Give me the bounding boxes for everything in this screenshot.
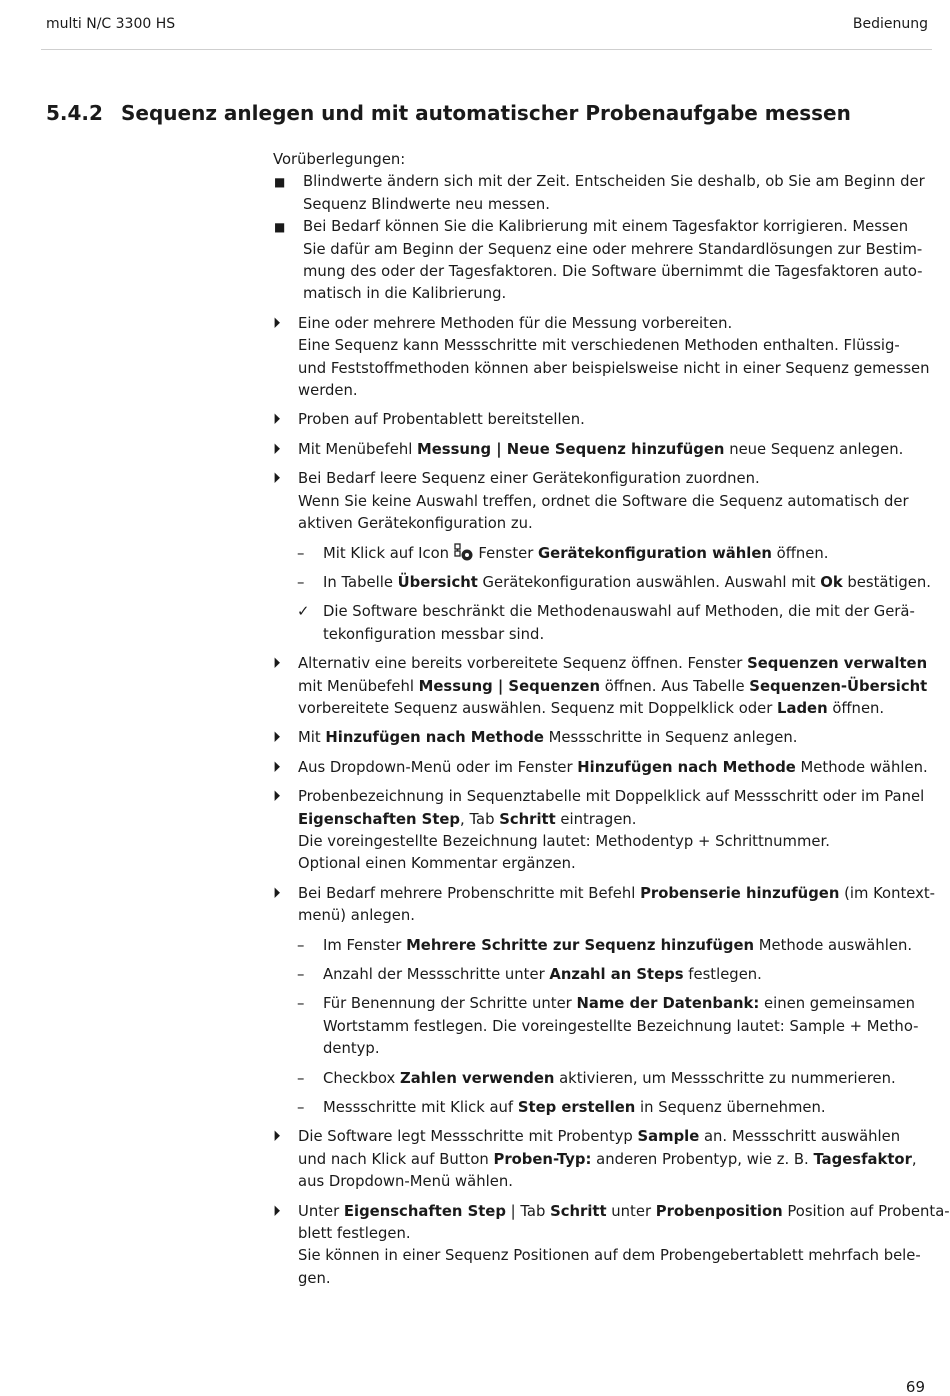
dash-bullet-icon: – — [297, 966, 305, 983]
ui-term: Übersicht — [397, 573, 478, 591]
precondition-item — [273, 171, 929, 216]
dash-bullet-icon: – — [297, 544, 305, 562]
text-run: Probenbezeichnung in Sequenztabelle mit Doppelklick auf Messschritt oder im Panel — [298, 788, 925, 806]
substep-item — [273, 601, 929, 646]
ui-term: Gerätekonfiguration wählen — [538, 544, 772, 562]
substep-item — [273, 543, 929, 565]
instruction-list — [273, 171, 950, 1290]
step-arrow-icon: ⏵ — [273, 1202, 281, 1220]
text-run: In Tabelle — [323, 573, 398, 591]
text-line — [303, 171, 929, 193]
text-line — [298, 809, 929, 831]
text-line — [303, 283, 929, 305]
text-line — [298, 313, 929, 335]
dash-bullet-icon: – — [297, 936, 305, 954]
text-run: Sie können in einer Sequenz Positionen auf dem Probengebertablett mehrfach bele- — [298, 1247, 921, 1265]
text-run: Wenn Sie keine Auswahl treffen, ordnet die Software die Sequenz automatisch der — [298, 492, 909, 510]
device-config-icon — [454, 543, 474, 561]
text-run: aktivieren, um Messschritte zu nummerieren. — [554, 1069, 896, 1087]
text-line — [298, 1126, 929, 1148]
text-run: Im Fenster — [323, 936, 407, 954]
substep-item — [273, 1097, 929, 1119]
page-number: 69 — [905, 1378, 925, 1396]
text-run: , — [911, 1150, 917, 1168]
ui-term: Mehrere Schritte zur Sequenz hinzufügen — [406, 936, 755, 954]
step-item — [273, 439, 929, 461]
text-run: und Feststoffmethoden können aber beispielsweise nicht in einer Sequenz gemessen — [298, 359, 930, 377]
text-line — [323, 543, 929, 565]
ui-term: Sample — [637, 1128, 700, 1146]
text-line — [323, 572, 929, 594]
square-bullet-icon: ■ — [274, 220, 286, 235]
text-line — [298, 727, 929, 749]
text-run: (im Kontext- — [839, 884, 936, 902]
text-line — [298, 757, 929, 779]
text-run: Fenster — [473, 544, 539, 562]
text-run: an. Messschritt auswählen — [699, 1128, 901, 1146]
ui-term: Messung | Neue Sequenz hinzufügen — [417, 440, 725, 458]
text-run: , Tab — [460, 810, 500, 828]
section-number: 5.4.2 — [46, 101, 103, 125]
text-run: | Tab — [505, 1202, 551, 1220]
ui-term: Laden — [777, 699, 828, 717]
dash-bullet-icon: – — [297, 573, 305, 591]
text-line — [298, 676, 929, 698]
text-line — [298, 409, 929, 431]
check-result-icon: ✓ — [297, 603, 310, 621]
ui-term: Anzahl an Steps — [549, 966, 684, 983]
text-line — [298, 491, 929, 513]
text-line — [298, 1171, 929, 1193]
square-bullet-icon: ■ — [274, 175, 286, 190]
ui-term: Eigenschaften Step — [298, 810, 461, 828]
text-line — [323, 1097, 929, 1119]
text-line — [303, 261, 929, 283]
text-run: bestätigen. — [842, 573, 931, 591]
substep-item — [273, 964, 929, 986]
text-run: Unter — [298, 1202, 344, 1220]
running-header-chapter: Bedienung — [852, 16, 928, 32]
step-item — [273, 883, 936, 928]
text-run: gen. — [298, 1269, 331, 1287]
text-run: vorbereitete Sequenz auswählen. Sequenz mit Doppelklick oder — [298, 699, 778, 717]
text-run: öffnen. — [827, 699, 885, 717]
text-run: Mit Klick auf Icon — [323, 544, 454, 562]
step-arrow-icon: ⏵ — [273, 788, 281, 806]
text-run: Alternativ eine bereits vorbereitete Sequenz öffnen. Fenster — [298, 655, 748, 673]
ui-term: Sequenzen-Übersicht — [749, 677, 928, 695]
ui-term: Hinzufügen nach Methode — [325, 729, 544, 747]
step-arrow-icon: ⏵ — [273, 411, 281, 429]
text-run: anderen Probentyp, wie z. B. — [591, 1150, 814, 1168]
text-line — [298, 380, 929, 402]
text-run: dentyp. — [323, 1040, 380, 1058]
text-line — [298, 831, 929, 853]
step-arrow-icon: ⏵ — [273, 314, 281, 332]
step-item — [273, 727, 929, 749]
step-arrow-icon: ⏵ — [273, 655, 281, 673]
text-run: Bei Bedarf mehrere Probenschritte mit Befehl — [298, 884, 641, 902]
text-run: Sequenz Blindwerte neu messen. — [303, 195, 550, 213]
step-arrow-icon: ⏵ — [273, 758, 281, 776]
text-line — [298, 883, 936, 905]
text-line — [298, 698, 929, 720]
ui-term: Zahlen verwenden — [399, 1069, 555, 1087]
substep-item — [273, 1068, 929, 1090]
text-line — [303, 194, 929, 216]
text-run: menü) anlegen. — [298, 907, 415, 925]
text-line — [298, 1223, 929, 1245]
text-run: Wortstamm festlegen. Die voreingestellte Bezeichnung lautet: Sample + Metho- — [323, 1017, 919, 1035]
text-run: Messschritte mit Klick auf — [323, 1099, 518, 1117]
text-line — [298, 653, 929, 675]
text-run: Sie dafür am Beginn der Sequenz eine oder mehrere Standardlösungen zur Bestim- — [303, 240, 923, 258]
step-item — [273, 468, 929, 535]
text-run: Messschritte in Sequenz anlegen. — [543, 729, 798, 747]
ui-term: Schritt — [499, 810, 556, 828]
running-header-product: multi N/C 3300 HS — [46, 16, 176, 32]
text-run: Aus Dropdown-Menü oder im Fenster — [298, 758, 578, 776]
text-run: aus Dropdown-Menü wählen. — [298, 1173, 513, 1191]
text-run: blett festlegen. — [298, 1225, 411, 1243]
step-arrow-icon: ⏵ — [273, 440, 281, 458]
text-line — [298, 358, 929, 380]
text-run: Gerätekonfiguration auswählen. Auswahl mit — [477, 573, 821, 591]
text-line — [298, 786, 929, 808]
text-run: Proben auf Probentablett bereitstellen. — [298, 411, 585, 429]
preconditions-heading: Vorüberlegungen: — [273, 151, 406, 168]
text-run: tekonfiguration messbar sind. — [323, 625, 545, 643]
ui-term: Schritt — [550, 1202, 607, 1220]
step-item — [273, 409, 929, 431]
step-arrow-icon: ⏵ — [273, 884, 281, 902]
header-divider — [41, 49, 932, 50]
text-run: Blindwerte ändern sich mit der Zeit. Entscheiden Sie deshalb, ob Sie am Beginn der — [303, 173, 925, 191]
text-run: Die Software beschränkt die Methodenauswahl auf Methoden, die mit der Gerä- — [323, 603, 915, 621]
text-run: Anzahl der Messschritte unter — [323, 966, 550, 983]
text-line — [298, 1201, 950, 1223]
ui-term: Probenserie hinzufügen — [640, 884, 840, 902]
step-item — [273, 1126, 929, 1193]
step-arrow-icon: ⏵ — [273, 470, 281, 488]
text-line — [298, 1268, 929, 1290]
text-run: Mit — [298, 729, 326, 747]
text-run: Die voreingestellte Bezeichnung lautet: Methodentyp + Schrittnummer. — [298, 832, 830, 850]
ui-term: Name der Datenbank: — [576, 995, 760, 1013]
precondition-item — [273, 216, 929, 306]
text-line — [323, 935, 929, 957]
ui-term: Sequenzen verwalten — [747, 655, 928, 673]
text-run: öffnen. Aus Tabelle — [599, 677, 750, 695]
text-line — [323, 624, 929, 646]
step-item — [273, 757, 929, 779]
text-run: mung des oder der Tagesfaktoren. Die Software übernimmt die Tagesfaktoren auto- — [303, 263, 923, 281]
text-line — [298, 468, 929, 490]
text-run: Checkbox — [323, 1069, 400, 1087]
text-run: Die Software legt Messschritte mit Probentyp — [298, 1128, 638, 1146]
step-item — [273, 653, 929, 720]
step-arrow-icon: ⏵ — [273, 1128, 281, 1146]
text-run: Bei Bedarf können Sie die Kalibrierung mit einem Tagesfaktor korrigieren. Messen — [303, 218, 909, 236]
dash-bullet-icon: – — [297, 1069, 305, 1087]
text-run: matisch in die Kalibrierung. — [303, 285, 507, 303]
text-run: Bei Bedarf leere Sequenz einer Gerätekonfiguration zuordnen. — [298, 470, 760, 488]
ui-term: Tagesfaktor — [813, 1150, 912, 1168]
ui-term: Hinzufügen nach Methode — [577, 758, 796, 776]
text-run: Eine Sequenz kann Messschritte mit verschiedenen Methoden enthalten. Flüssig- — [298, 337, 900, 355]
text-run: öffnen. — [771, 544, 829, 562]
text-run: und nach Klick auf Button — [298, 1150, 494, 1168]
text-run: Methode wählen. — [795, 758, 928, 776]
section-title: Sequenz anlegen und mit automatischer Probenaufgabe messen — [121, 101, 851, 125]
ui-term: Ok — [820, 573, 843, 591]
ui-term: Messung | Sequenzen — [418, 677, 600, 695]
text-run: werden. — [298, 382, 358, 400]
text-line — [298, 513, 929, 535]
text-line — [323, 1038, 929, 1060]
text-run: Position auf Probenta- — [782, 1202, 950, 1220]
ui-term: Eigenschaften Step — [343, 1202, 506, 1220]
text-line — [298, 335, 929, 357]
dash-bullet-icon: – — [297, 995, 305, 1013]
text-line — [323, 1068, 929, 1090]
text-line — [298, 1149, 929, 1171]
text-run: Methode auswählen. — [754, 936, 913, 954]
text-run: unter — [606, 1202, 656, 1220]
text-run: festlegen. — [683, 966, 762, 983]
dash-bullet-icon: – — [297, 1099, 305, 1117]
text-run: eintragen. — [555, 810, 637, 828]
ui-term: Proben-Typ: — [493, 1150, 592, 1168]
substep-item — [273, 935, 929, 957]
ui-term: Step erstellen — [517, 1099, 636, 1117]
text-line — [303, 239, 929, 261]
text-line — [323, 993, 929, 1015]
text-run: Mit Menübefehl — [298, 440, 418, 458]
step-item — [273, 1201, 950, 1291]
text-run: mit Menübefehl — [298, 677, 419, 695]
text-line — [298, 439, 929, 461]
text-line — [298, 853, 929, 875]
step-item — [273, 313, 929, 403]
text-run: aktiven Gerätekonfiguration zu. — [298, 515, 533, 533]
text-line — [323, 1016, 929, 1038]
instruction-content — [273, 149, 950, 1290]
text-run: Für Benennung der Schritte unter — [323, 995, 577, 1013]
text-line — [298, 1245, 929, 1267]
substep-item — [273, 993, 929, 1060]
text-line — [298, 905, 929, 927]
text-line — [323, 964, 929, 986]
text-run: einen gemeinsamen — [759, 995, 915, 1013]
text-run: neue Sequenz anlegen. — [724, 440, 904, 458]
step-item — [273, 786, 929, 876]
text-line — [303, 216, 929, 238]
text-run: Eine oder mehrere Methoden für die Messung vorbereiten. — [298, 314, 733, 332]
substep-item — [273, 572, 929, 594]
text-run: Optional einen Kommentar ergänzen. — [298, 855, 576, 873]
text-run: in Sequenz übernehmen. — [635, 1099, 826, 1117]
text-line — [323, 601, 929, 623]
step-arrow-icon: ⏵ — [273, 729, 281, 747]
ui-term: Probenposition — [655, 1202, 783, 1220]
